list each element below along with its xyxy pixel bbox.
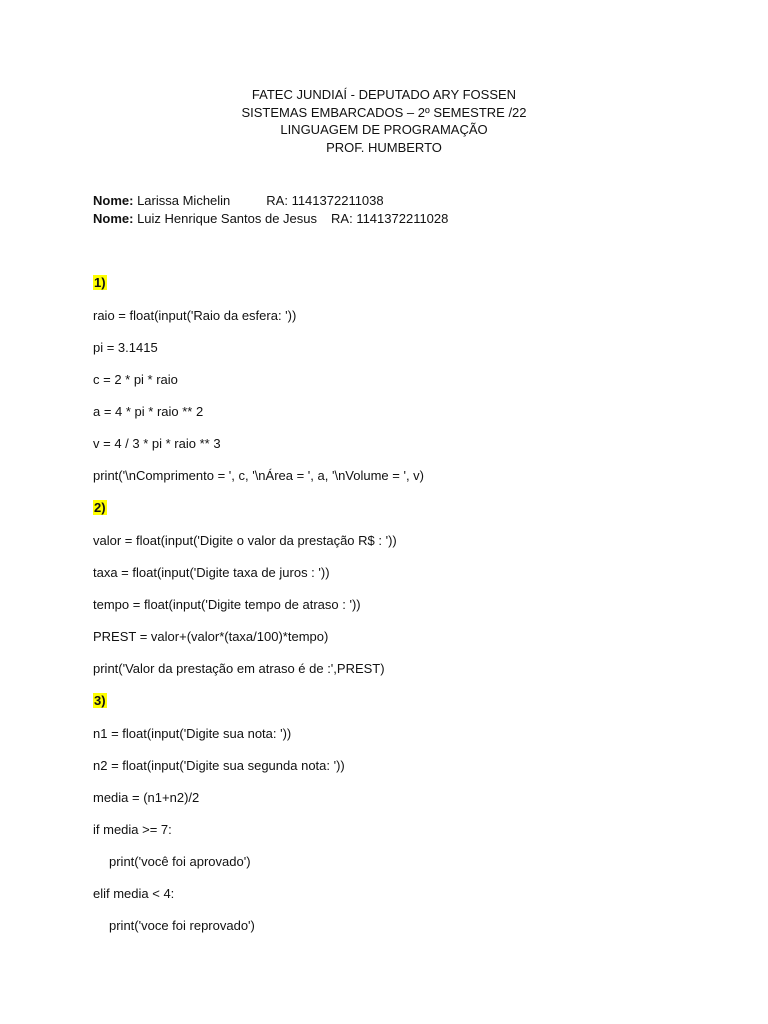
code-line: print('voce foi reprovado') bbox=[109, 918, 255, 933]
code-line: elif media < 4: bbox=[93, 886, 175, 901]
name-label: Nome: bbox=[93, 193, 134, 208]
institution-title: FATEC JUNDIAÍ - DEPUTADO ARY FOSSEN bbox=[251, 87, 517, 102]
section-heading bbox=[93, 275, 107, 291]
course-title: SISTEMAS EMBARCADOS – 2º SEMESTRE /22 bbox=[241, 104, 527, 120]
code-line: print('\nComprimento = ', c, '\nÁrea = ', a, '\nVolume = ', v) bbox=[93, 468, 425, 483]
student-name: Larissa Michelin bbox=[137, 193, 231, 208]
code-line: taxa = float(input('Digite taxa de juros : ')) bbox=[93, 565, 330, 580]
code-line: raio = float(input('Raio da esfera: ')) bbox=[93, 308, 297, 323]
student-name: Luiz Henrique Santos de Jesus bbox=[137, 211, 318, 226]
section-heading bbox=[93, 500, 107, 516]
code-line: v = 4 / 3 * pi * raio ** 3 bbox=[93, 436, 221, 451]
section-number: 2) bbox=[94, 500, 106, 515]
code-line: pi = 3.1415 bbox=[93, 340, 158, 355]
code-line: print('você foi aprovado') bbox=[109, 854, 251, 869]
code-line: c = 2 * pi * raio bbox=[93, 372, 178, 387]
code-line: media = (n1+n2)/2 bbox=[93, 790, 200, 805]
student-row bbox=[93, 192, 448, 210]
section-number: 3) bbox=[94, 693, 106, 708]
student-ra: RA: 1141372211028 bbox=[331, 211, 449, 226]
code-line: n2 = float(input('Digite sua segunda nota: ')) bbox=[93, 758, 345, 773]
code-line: n1 = float(input('Digite sua nota: ')) bbox=[93, 726, 292, 741]
document-header bbox=[0, 86, 768, 156]
code-line: if media >= 7: bbox=[93, 822, 172, 837]
code-line: valor = float(input('Digite o valor da prestação R$ : ')) bbox=[93, 533, 397, 548]
student-ra: RA: 1141372211038 bbox=[266, 193, 384, 208]
professor-title: PROF. HUMBERTO bbox=[326, 139, 442, 155]
code-line: tempo = float(input('Digite tempo de atraso : ')) bbox=[93, 597, 361, 612]
name-label: Nome: bbox=[93, 211, 134, 226]
student-row bbox=[93, 210, 448, 228]
section-number: 1) bbox=[94, 275, 106, 290]
student-list bbox=[93, 192, 448, 228]
subject-title: LINGUAGEM DE PROGRAMAÇÃO bbox=[280, 122, 488, 137]
code-line: print('Valor da prestação em atraso é de :',PREST) bbox=[93, 661, 385, 676]
code-line: PREST = valor+(valor*(taxa/100)*tempo) bbox=[93, 629, 329, 644]
code-line: a = 4 * pi * raio ** 2 bbox=[93, 404, 204, 419]
section-heading bbox=[93, 693, 107, 709]
